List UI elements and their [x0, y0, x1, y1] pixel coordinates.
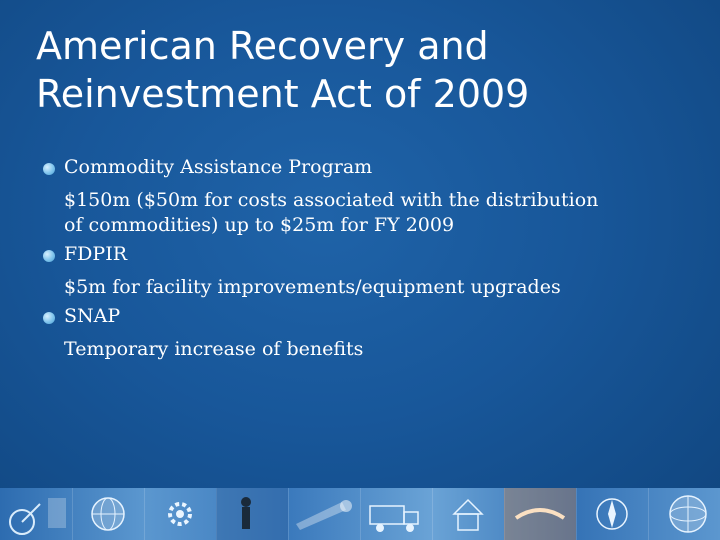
- bullet-dot-icon: [43, 250, 55, 262]
- satellite-dish-icon: [0, 488, 73, 540]
- slide-title-line-1: American Recovery and: [36, 24, 489, 68]
- bullet-detail: of commodities) up to $25m for FY 2009: [64, 214, 455, 236]
- compass-icon: [576, 488, 649, 540]
- bullet-label: FDPIR: [64, 243, 128, 265]
- bullet-item-fdpir: [40, 242, 700, 299]
- handshake-icon: [504, 488, 577, 540]
- footer-image-band: [0, 488, 720, 540]
- bullet-label: Commodity Assistance Program: [64, 156, 373, 178]
- bullet-item-snap: [40, 304, 700, 361]
- globe-icon: [72, 488, 145, 540]
- bullet-detail: $150m ($50m for costs associated with the distribution: [64, 189, 599, 211]
- bullet-dot-icon: [43, 163, 55, 175]
- slide-title: [36, 22, 696, 118]
- house-icon: [432, 488, 505, 540]
- bullet-item-commodity: [40, 155, 700, 237]
- person-silhouette-icon: [216, 488, 289, 540]
- gear-icon: [144, 488, 217, 540]
- bullet-detail: Temporary increase of benefits: [64, 338, 364, 360]
- bullet-detail: $5m for facility improvements/equipment upgrades: [64, 276, 561, 298]
- bullet-dot-icon: [43, 312, 55, 324]
- slide-body: [40, 155, 700, 366]
- truck-icon: [360, 488, 433, 540]
- telescope-icon: [288, 488, 361, 540]
- slide-title-line-2: Reinvestment Act of 2009: [36, 72, 530, 116]
- globe-icon: [648, 488, 720, 540]
- bullet-label: SNAP: [64, 305, 121, 327]
